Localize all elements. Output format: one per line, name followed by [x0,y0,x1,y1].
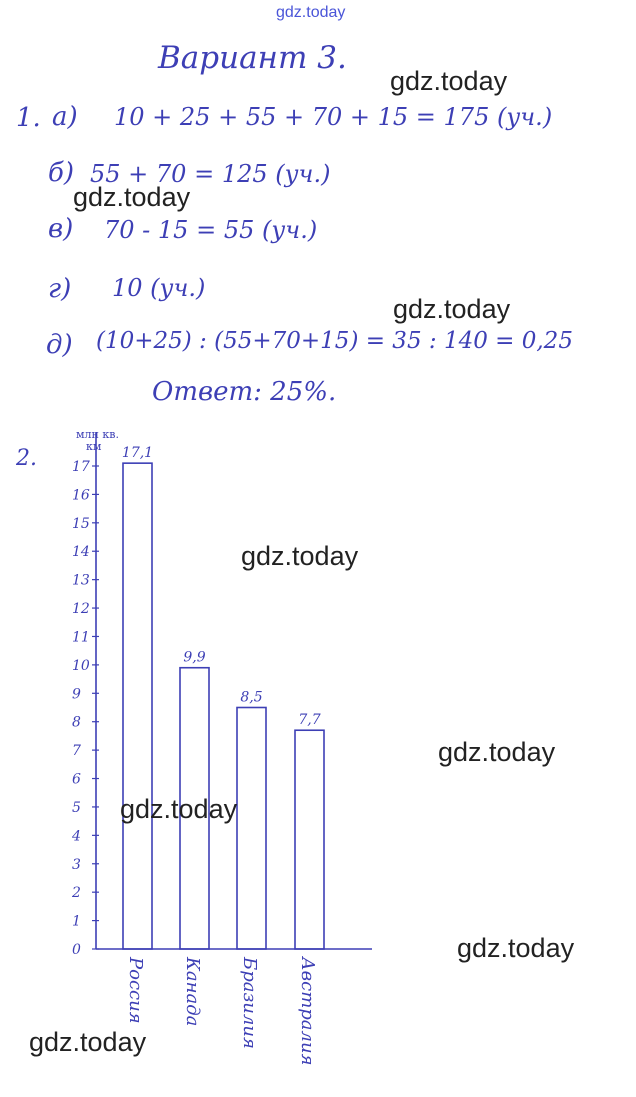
task1-line-e-label: д) [46,330,73,360]
bar [237,708,266,950]
y-tick-label: 0 [72,942,81,958]
category-label: Бразилия [239,957,260,1049]
y-tick-label: 14 [72,544,90,561]
watermark: gdz.today [29,1027,147,1057]
watermark: gdz.today [241,541,359,571]
bar [123,463,152,949]
y-tick-label: 6 [72,771,81,788]
y-tick-label: 2 [72,885,81,902]
y-tick-label: 5 [72,799,81,816]
y-tick-label: 9 [72,686,81,703]
bar [295,730,324,949]
task1-line-a-expr: 10 + 25 + 55 + 70 + 15 = 175 (уч.) [114,103,553,131]
category-label: Австралия [297,957,318,1066]
task1-line-e-expr: (10+25) : (55+70+15) = 35 : 140 = 0,25 [96,328,573,354]
y-tick-label: 15 [72,515,90,532]
task1-line-a-label: а) [52,102,78,132]
y-tick-label: 17 [72,459,90,475]
watermark: gdz.today [457,933,575,963]
bar-value-label: 9,9 [183,649,206,666]
y-tick-label: 4 [72,828,81,845]
watermark: gdz.today [120,794,238,824]
task1-answer: Ответ: 25%. [152,377,337,407]
y-tick-label: 13 [72,572,90,589]
y-tick-label: 11 [72,629,90,646]
task1-line-c-label: в) [48,214,74,244]
watermark: gdz.today [390,66,508,96]
variant-heading: Вариант 3. [158,40,347,76]
chart-unit-line2: км [86,440,102,453]
category-label: Канада [182,957,203,1027]
y-tick-label: 1 [72,913,81,930]
task1-line-b-label: б) [48,158,75,188]
y-tick-label: 12 [72,601,90,618]
task1-line-d-expr: 10 (уч.) [112,274,206,302]
y-tick-label: 16 [72,487,90,504]
bar-value-label: 7,7 [298,712,321,729]
category-label: Россия [125,957,146,1024]
watermark: gdz.today [73,182,191,212]
task1-line-d-label: г) [48,274,72,304]
bar-value-label: 8,5 [240,689,263,706]
y-tick-label: 8 [72,714,81,731]
chart-unit-line1: млн кв. [76,428,119,441]
y-tick-label: 3 [72,856,81,873]
y-tick-label: 7 [72,743,81,760]
y-tick-label: 10 [72,657,90,674]
task1-line-b-expr: 55 + 70 = 125 (уч.) [90,160,331,188]
bar-value-label: 17,1 [121,445,154,462]
task2-number: 2. [16,446,37,471]
watermark-top: gdz.today [276,4,346,21]
task1-number: 1. [16,103,41,133]
watermark: gdz.today [438,737,556,767]
watermark: gdz.today [393,294,511,324]
task1-line-c-expr: 70 - 15 = 55 (уч.) [104,216,318,244]
